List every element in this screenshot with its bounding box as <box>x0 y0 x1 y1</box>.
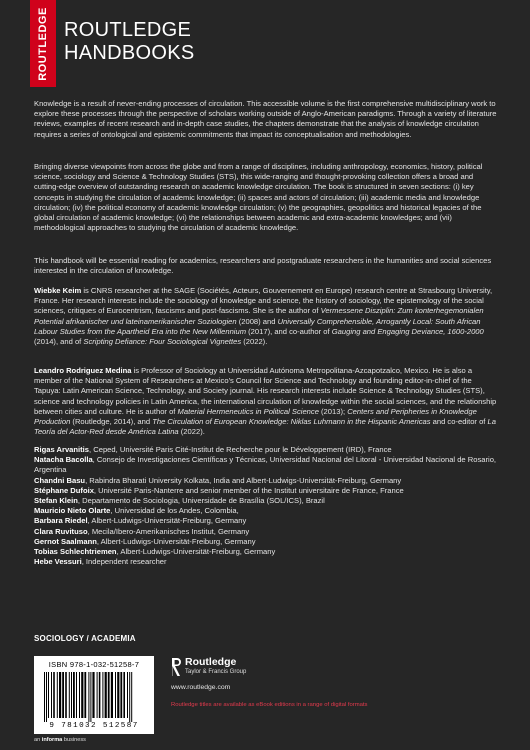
contributor-item: Gernot Saalmann, Albert-Ludwigs-Universität-Freiburg, Germany <box>34 536 256 546</box>
series-title: ROUTLEDGE HANDBOOKS <box>64 19 195 64</box>
editor-name: Wiebke Keim <box>34 286 82 295</box>
barcode-bar <box>115 672 116 718</box>
informa-business-note: an informa business <box>34 737 86 743</box>
barcode-bar <box>92 672 94 718</box>
barcode-bar <box>123 672 125 718</box>
description-paragraph-2: Bringing diverse viewpoints from across the globe and from a range of disciplines, including anthropology, economics, history, political science, sociology and Science & Technology Studies (STS), this wide-ranging and thought-provoking collection offers a broad and cutting-edge overview of outstanding research on academic knowledge circulation. The book is structured in seven sections: (i) key concepts in studying the circulation of academic knowledge; (ii) spaces and actors of circulation; (iii) academic media and knowledge circulation; (iv) the political economy of academic knowledge circulation; (v) the geographies, geopolitics and historical legacies of the global circulation of academic knowledge; (vi) the relationships between academic and extra-academic knowledges; and (vii) methodological approaches to studying the circulation of academic knowledge. <box>34 162 483 233</box>
barcode-bar <box>88 672 89 722</box>
barcode-image <box>44 672 144 722</box>
barcode-bars <box>44 672 132 722</box>
barcode-bar <box>73 672 75 718</box>
contributor-item: Barbara Riedel, Albert-Ludwigs-Universität-Freiburg, Germany <box>34 516 247 526</box>
description-paragraph-1: Knowledge is a result of never-ending processes of circulation. This accessible volume is the first comprehensive multidisciplinary work to explore these processes through the perspective of scholars working outside of Anglo-American paradigms. Through a variety of literature reviews, examples of recent research and in-depth case studies, the chapters demonstrate that the analysis of knowledge circulation requires a series of ontological and epistemic commitments that impact its conceptualisation and methodologies. <box>34 99 497 139</box>
barcode-bar <box>81 672 83 718</box>
barcode-bar <box>99 672 101 718</box>
publisher-group: Taylor & Francis Group <box>185 669 247 675</box>
barcode-bar <box>65 672 67 718</box>
barcode-bar <box>71 672 72 718</box>
barcode-bar <box>111 672 113 718</box>
barcode-bar <box>57 672 58 718</box>
barcode-bar <box>120 672 122 718</box>
barcode-bar <box>90 672 91 722</box>
subject-category: SOCIOLOGY / ACADEMIA <box>34 634 136 643</box>
barcode-panel <box>34 656 154 734</box>
barcode-bar <box>129 672 130 722</box>
description-paragraph-3: This handbook will be essential reading for academics, researchers and postgraduate researchers in the humanities and social sciences interested in the circulation of knowledge. <box>34 256 492 276</box>
barcode-bar <box>127 672 128 718</box>
barcode-bar <box>84 672 86 718</box>
isbn-label: ISBN 978-1-032-51258-7 <box>48 660 140 669</box>
barcode-bar <box>105 672 107 718</box>
editor-bio-keim: Wiebke Keim is CNRS researcher at the SAGE (Sociétés, Acteurs, Gouvernement en Europe) research centre at Strasbourg University, France. Her research interests include the sociology of knowledge and science, the history of sociology, the epistemology of the social sciences, critiques of Eurocentrism, fascisms and post-fascisms. She is the author of Vermessene Disziplin: Zum konterhegemonialen Potential afrikanischer und lateinamerikanischer Soziologien (2008) and Universally Comprehensible, Arrogantly Local: South African Labour Studies from the Apartheid Era into the New Millennium (2017), and co-author of Gauging and Engaging Deviance, 1600-2000 (2014), and of Scripting Defiance: Four Sociological Vignettes (2022). <box>34 286 493 347</box>
publisher-name: Routledge <box>185 656 237 668</box>
routledge-r-icon <box>171 657 182 677</box>
barcode-bar <box>102 672 103 718</box>
contributor-item: Clara Ruvituso, Mecila/Ibero-Amerikanisches Institut, Germany <box>34 526 250 536</box>
barcode-bar <box>48 672 49 718</box>
contributor-item: Chandni Basu, Rabindra Bharati University Kolkata, India and Albert-Ludwigs-Universität-Freiburg, Germany <box>34 475 402 485</box>
publisher-url[interactable]: www.routledge.com <box>171 684 231 691</box>
contributor-item: Stéphane Dufoix, Université Paris-Nanterre and senior member of the Institut universitaire de France, France <box>34 485 404 495</box>
barcode-bar <box>97 672 98 718</box>
barcode-bar <box>131 672 132 722</box>
contributor-item: Stefan Klein, Departamento de Sociologia, Universidade de Brasília (SOL/ICS), Brazil <box>34 496 325 506</box>
barcode-bar <box>62 672 64 718</box>
barcode-bar <box>46 672 47 722</box>
barcode-bar <box>44 672 45 722</box>
editor-name: Leandro Rodriguez Medina <box>34 366 132 375</box>
contributor-item: Mauricio Nieto Olarte, Universidad de los Andes, Colombia, <box>34 506 239 516</box>
barcode-bar <box>59 672 61 718</box>
contributors-list <box>34 445 500 567</box>
contributor-item: Natacha Bacolla, Consejo de Investigaciones Científicas y Técnicas, Universidad Nacional del Litoral - Universidad Nacional de Rosario, Argentina <box>34 455 497 475</box>
contributor-item: Hebe Vessuri, Independent researcher <box>34 557 167 567</box>
contributor-item: Tobias Schlechtriemen, Albert-Ludwigs-Universität-Freiburg, Germany <box>34 547 276 557</box>
barcode-bar <box>51 672 52 718</box>
contributor-item: Rigas Arvanitis, Ceped, Université Paris Cité-Institut de Recherche pour le Développement (IRD), France <box>34 445 392 454</box>
barcode-bar <box>108 672 110 718</box>
barcode-bar <box>79 672 80 718</box>
barcode-digits: 9 781032 512587 <box>49 722 139 730</box>
barcode-bar <box>76 672 77 718</box>
barcode-bar <box>69 672 70 718</box>
barcode-bar <box>117 672 119 718</box>
editor-bio-rodriguez-medina: Leandro Rodriguez Medina is Professor of Sociology at Universidad Autónoma Metropolitana-Azcapotzalco, Mexico. He is also a member of the National System of Researchers at Mexico's Council for Science and Technology and founding editor-in-chief of the Tapuya: Latin American Science, Technology, and Society journal. His research interests include Science & Technology Studies (STS), science and technology policies in Latin America, the international circulation of knowledge within the social sciences, and the relationship between cities and culture. He is author of Material Hermeneutics in Political Science (2013); Centers and Peripheries in Knowledge Production (Routledge, 2014), and The Circulation of European Knowledge: Niklas Luhmann in the Hispanic Americas and co-editor of La Teoría del Actor-Red desde América Latina (2022). <box>34 366 497 437</box>
barcode-bar <box>53 672 55 718</box>
ebook-note: Routledge titles are available as eBook editions in a range of digital formats <box>171 702 368 708</box>
routledge-vertical-logo: ROUTLEDGE <box>37 6 49 81</box>
